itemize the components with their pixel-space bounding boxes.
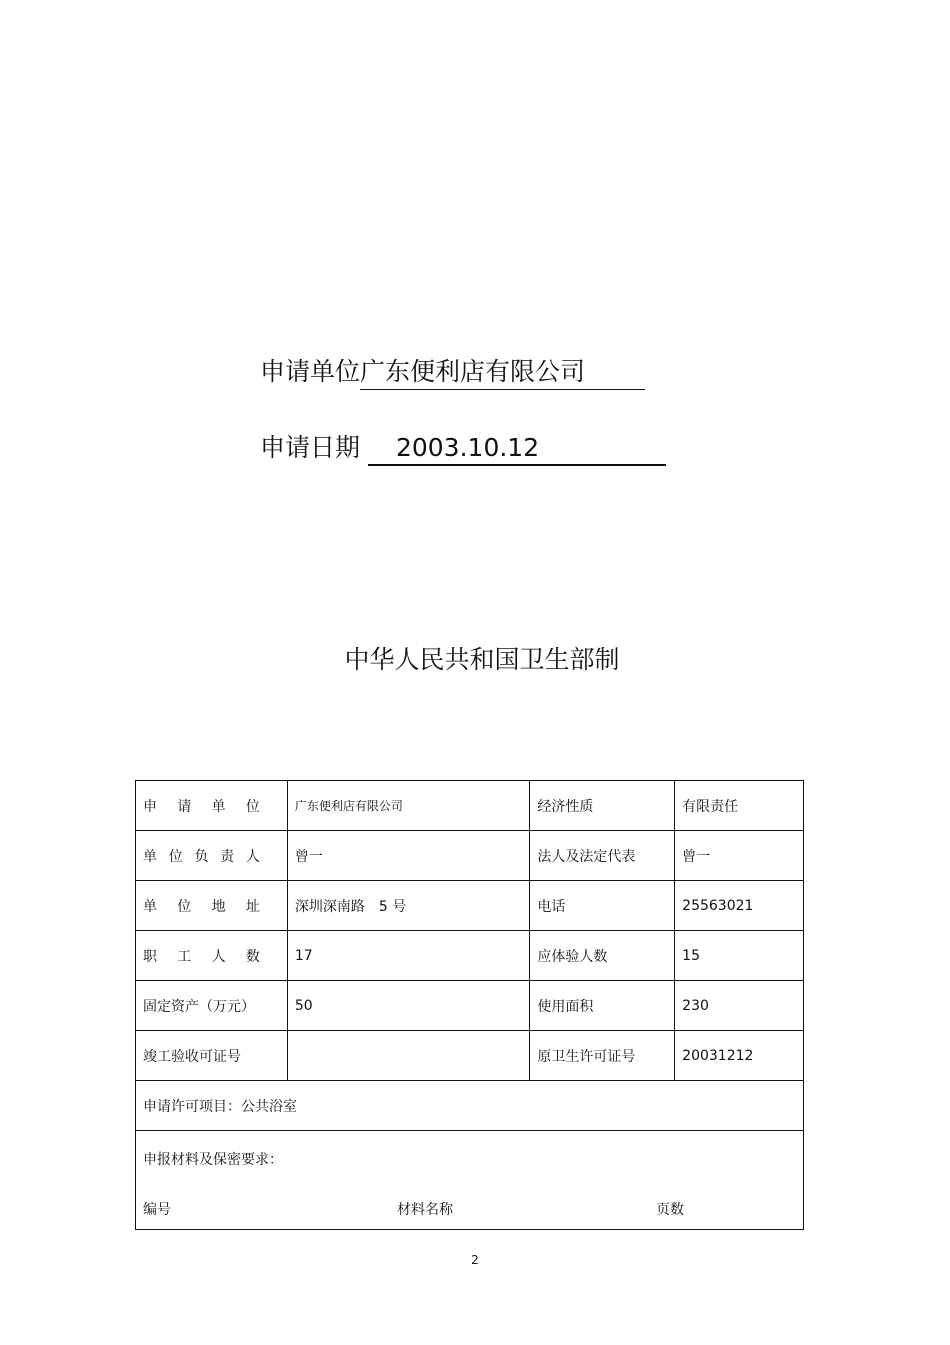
row-label: [136, 931, 288, 981]
date-value: 2003.10.12: [368, 432, 666, 466]
row-value: 17: [287, 931, 529, 981]
row-label: 竣工验收可证号: [136, 1031, 288, 1081]
row-value: 广东便利店有限公司: [287, 781, 529, 831]
row-label-2: 原卫生许可证号: [530, 1031, 675, 1081]
label-char: 请: [177, 798, 192, 815]
table-row: [136, 881, 804, 931]
label-char: 负: [194, 848, 209, 865]
row-label: [136, 781, 288, 831]
label-char: 位: [177, 898, 192, 915]
table-row: [136, 931, 804, 981]
page-number: 2: [471, 1253, 479, 1267]
materials-col-number: 编号: [143, 1202, 171, 1218]
permit-item: 申请许可项目：公共浴室: [136, 1081, 804, 1131]
date-label: 申请日期: [260, 433, 361, 462]
permit-item-row: [136, 1081, 804, 1131]
row-label: 固定资产（万元）: [136, 981, 288, 1031]
label-char: 地: [211, 898, 226, 915]
materials-cell: [136, 1131, 804, 1230]
label-char: 数: [245, 948, 260, 965]
row-label: [136, 831, 288, 881]
spaced-label: [143, 946, 280, 966]
label-char: 工: [177, 948, 192, 965]
row-label-2: 经济性质: [530, 781, 675, 831]
row-value: [287, 1031, 529, 1081]
application-info-table: [135, 780, 804, 1230]
table-row: [136, 831, 804, 881]
applicant-value: 广东便利店有限公司: [360, 356, 645, 390]
issuer-line: 中华人民共和国卫生部制: [344, 645, 620, 674]
row-label-2: 法人及法定代表: [530, 831, 675, 881]
spaced-label: [143, 796, 280, 816]
row-label-2: 使用面积: [530, 981, 675, 1031]
materials-title: 申报材料及保密要求：: [143, 1152, 283, 1168]
row-value-2: 20031212: [675, 1031, 804, 1081]
label-char: 单: [143, 848, 157, 865]
table-row: [136, 1031, 804, 1081]
row-value: 50: [287, 981, 529, 1031]
table-row: [136, 981, 804, 1031]
row-value-2: 230: [675, 981, 804, 1031]
row-label: [136, 881, 288, 931]
applicant-line: [260, 356, 645, 390]
date-line: [260, 432, 666, 466]
materials-col-name: 材料名称: [397, 1202, 453, 1218]
label-char: 址: [245, 898, 260, 915]
row-value-2: 曾一: [675, 831, 804, 881]
applicant-label: 申请单位: [260, 357, 361, 386]
row-value-2: 15: [675, 931, 804, 981]
row-value-2: 有限责任: [675, 781, 804, 831]
materials-col-pages: 页数: [656, 1202, 684, 1218]
row-label-2: 电话: [530, 881, 675, 931]
label-char: 单: [211, 798, 226, 815]
label-char: 位: [168, 848, 183, 865]
materials-row: [136, 1131, 804, 1230]
label-char: 位: [245, 798, 260, 815]
label-char: 人: [245, 848, 260, 865]
label-char: 申: [143, 798, 157, 815]
row-value: 曾一: [287, 831, 529, 881]
row-label-2: 应体验人数: [530, 931, 675, 981]
label-char: 人: [211, 948, 226, 965]
table-row: [136, 781, 804, 831]
row-value-2: 25563021: [675, 881, 804, 931]
label-char: 单: [143, 898, 157, 915]
label-char: 职: [143, 948, 157, 965]
spaced-label: [143, 896, 280, 916]
row-value: 深圳深南路 5 号: [287, 881, 529, 931]
label-char: 责: [220, 848, 235, 865]
spaced-label: [143, 846, 280, 866]
